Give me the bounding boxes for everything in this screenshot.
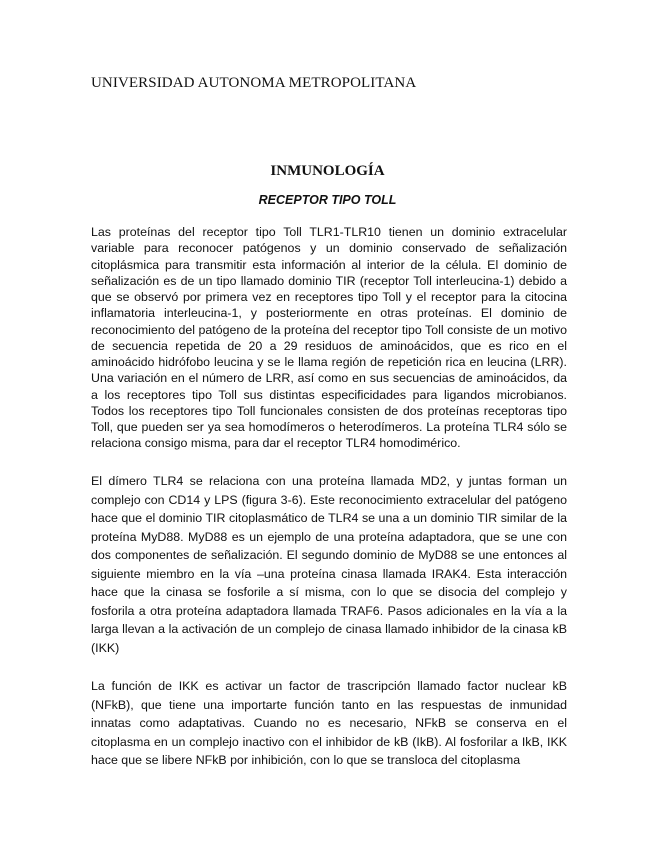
page-title: INMUNOLOGÍA: [270, 163, 385, 179]
section-subtitle: RECEPTOR TIPO TOLL: [258, 193, 397, 207]
paragraph-1: Las proteínas del receptor tipo Toll TLR1-TLR10 tienen un dominio extracelular variable para reconocer patógenos y un dominio conservado de señalización citoplásmica para transmitir esta información al interior de la célula. El dominio de señalización es de un tipo llamado dominio TIR (receptor Toll interleucina-1) debido a que se observó por primera vez en receptores tipo Toll y el receptor para la citocina inflamatoria interleucina-1, y posteriormente en otras proteínas. El dominio de reconocimiento del patógeno de la proteína del receptor tipo Toll consiste de un motivo de secuencia repetida de 20 a 29 residuos de aminoácidos, que es rico en el aminoácido hidrófobo leucina y se le llama región de repetición rica en leucina (LRR). Una variación en el número de LRR, así como en sus secuencias de aminoácidos, da a los receptores tipo Toll sus distintas especificidades para ligandos microbianos. Todos los receptores tipo Toll funcionales consisten de dos proteínas receptoras tipo Toll, que pueden ser ya sea homodímeros o heterodímeros. La proteína TLR4 sólo se relaciona consigo misma, para dar el receptor TLR4 homodimérico.: [91, 225, 567, 451]
paragraph-2: El dímero TLR4 se relaciona con una proteína llamada MD2, y juntas forman un complejo con CD14 y LPS (figura 3-6). Este reconocimiento extracelular del patógeno hace que el dominio TIR citoplasmático de TLR4 se una a un dominio TIR similar de la proteína MyD88. MyD88 es un ejemplo de una proteína adaptadora, que se une con dos componentes de señalización. El segundo dominio de MyD88 se une entonces al siguiente miembro en la vía –una proteína cinasa llamada IRAK4. Esta interacción hace que la cinasa se fosforile a sí misma, con lo que se disocia del complejo y fosforila a otra proteína adaptadora llamada TRAF6. Pasos adicionales en la vía a la larga llevan a la activación de un complejo de cinasa llamado inhibidor de la cinasa kB (IKK): [91, 474, 567, 655]
paragraph-3: La función de IKK es activar un factor de trascripción llamado factor nuclear kB (NFkB), que tiene una importarte función tanto en las respuestas de inmunidad innatas como adaptativas. Cuando no es necesario, NFkB se conserva en el citoplasma en un complejo inactivo con el inhibidor de kB (IkB). Al fosforilar a IkB, IKK hace que se libere NFkB por inhibición, con lo que se transloca del citoplasma: [91, 679, 567, 767]
university-header: UNIVERSIDAD AUTONOMA METROPOLITANA: [91, 75, 417, 91]
